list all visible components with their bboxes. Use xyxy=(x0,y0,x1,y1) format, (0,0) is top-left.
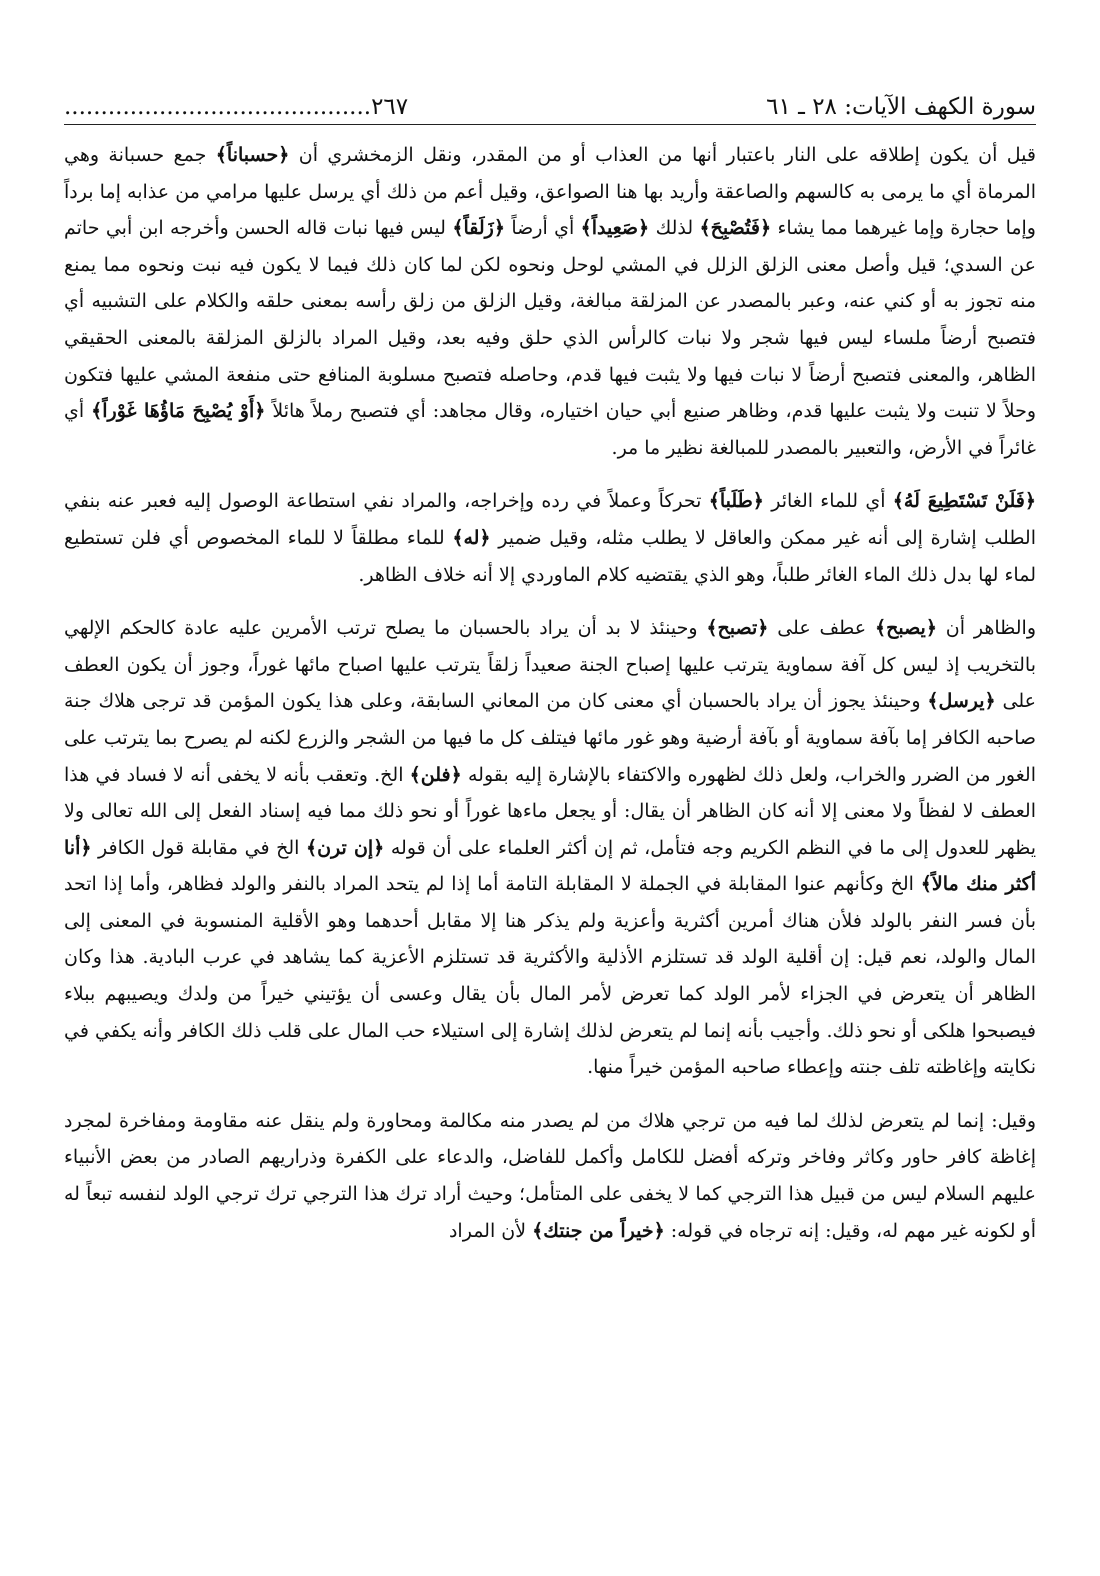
text-run: أي للماء الغائر xyxy=(763,490,893,513)
text-run: لذلك xyxy=(649,217,700,240)
quran-quote: ﴿صَعِيداً﴾ xyxy=(580,217,650,240)
text-run: أي أرضاً xyxy=(504,217,581,240)
quran-quote: ﴿يرسل﴾ xyxy=(927,690,996,713)
text-run: وحينئذ لا بد أن يراد بالحسبان ما يصلح ترتب الأمرين عليه عادة كالحكم الإلهي بالتخريب إذ ليس كل آفة سماوية يترتب عليها إصباح الجنة صعيداً زلقاً يترتب عليها اصباح مائها غوراً، وجوز أن يكون العطف على xyxy=(64,617,1036,713)
text-run: جمع حسبانة وهي المرماة أي ما يرمى به كالسهم والصاعقة وأريد بها هنا الصواعق، وقيل أعم من ذلك أي يرسل عليها مرامي من عذابه إما برداً وإما حجارة وإما غيرهما مما يشاء xyxy=(64,144,1036,240)
page-header xyxy=(64,84,1036,125)
quran-quote: ﴿فلن﴾ xyxy=(409,763,462,786)
quran-quote: ﴿زَلَقاً﴾ xyxy=(452,217,505,240)
paragraph xyxy=(64,610,1036,1086)
text-run: قيل أن يكون إطلاقه على النار باعتبار أنها من العذاب أو من المقدر، ونقل الزمخشري أن xyxy=(289,144,1036,166)
text-run: لأن المراد xyxy=(448,1219,533,1242)
quran-quote: ﴿له﴾ xyxy=(452,526,491,549)
text-run: أي غائراً في الأرض، والتعبير بالمصدر للمبالغة نظير ما مر. xyxy=(64,400,1036,459)
commentary-body xyxy=(64,137,1036,1249)
quran-quote: ﴿حسباناً﴾ xyxy=(215,144,290,166)
quran-quote: ﴿فَلَنْ تَسْتَطِيعَ لَهُ﴾ xyxy=(892,490,1036,513)
text-run: الخ وكأنهم عنوا المقابلة في الجملة لا المقابلة التامة أما إذا لم يتحد المراد بالنفر والولد فظاهر، وأما إذا اتحد بأن فسر النفر بالولد فلأن هناك أمرين أكثرية وأعزية ولم يذكر هنا إلا مقابل أحدهما وهو الأقلية المنسوبة في المعنى إلى المال والولد، نعم قيل: إن أقلية الولد قد تستلزم الأذلية والأكثرية قد تستلزم الأعزية كما يشاهد في عرب البادية. هذا وكان الظاهر أن يتعرض في الجزاء لأمر الولد كما تعرض لأمر المال بأن يقال وعسى أن يؤتيني خيراً من ولدك ويصيبهم ببلاء فيصبحوا هلكى أو نحو ذلك. وأجيب بأنه إنما لم يتعرض لذلك إشارة إلى استيلاء حب المال على قلب ذلك الكافر وأنه يكفي في نكايته وإغاظته تلف جنته وإعطاء صاحبه المؤمن خيراً منها. xyxy=(64,873,1036,1079)
quran-quote: ﴿فَتُصْبِحَ﴾ xyxy=(699,217,772,240)
text-run: للماء مطلقاً لا للماء المخصوص أي فلن تستطيع لماء لها بدل ذلك الماء الغائر طلباً، وهو الذي يقتضيه كلام الماوردي إلا أنه خلاف الظاهر. xyxy=(64,526,1036,586)
text-run: وحينئذ يجوز أن يراد بالحسبان أي معنى كان من المعاني السابقة، وعلى هذا يكون المؤمن قد ترجى هلاك جنة صاحبه الكافر إما بآفة سماوية أو بآفة أرضية وهو غور مائها فيتلف كل ما فيها من الشجر والزرع لكنه لم يصرح بما يترتب على الغور من الضرر والخراب، ولعل ذلك لظهوره والاكتفاء بالإشارة إليه بقوله xyxy=(64,690,1036,786)
surah-title: سورة الكهف الآيات: ٢٨ ـ ٦١ xyxy=(766,93,1036,120)
quran-quote: ﴿أَوْ يُصْبِحَ مَاؤُهَا غَوْراً﴾ xyxy=(91,400,266,423)
text-run: عطف على xyxy=(768,617,875,640)
quran-quote: ﴿طَلَباً﴾ xyxy=(708,490,764,513)
text-run: تحركاً وعملاً في رده وإخراجه، والمراد نفي استطاعة الوصول إليه فعبر عنه بنفي الطلب إشارة إلى أنه غير ممكن والعاقل لا يطلب مثله، وقيل ضمير xyxy=(64,490,1036,549)
paragraph xyxy=(64,483,1036,593)
text-run: والظاهر أن xyxy=(936,617,1036,640)
quran-quote: ﴿تصبح﴾ xyxy=(706,617,769,640)
page-number: ..........................................٢٦٧ xyxy=(64,93,409,120)
quran-quote: ﴿خيراً من جنتك﴾ xyxy=(532,1219,665,1242)
quran-quote: ﴿يصبح﴾ xyxy=(874,617,937,640)
text-run: ليس فيها نبات قاله الحسن وأخرجه ابن أبي حاتم عن السدي؛ قيل وأصل معنى الزلق الزلل في المشي لوحل ونحوه لكن لما كان ذلك فيما لا يكون فيه نبت ونحوه مما يمنع منه تجوز به أو كني عنه، وعبر بالمصدر عن المزلقة مبالغة، وقيل الزلق من زلق رأسه بمعنى حلقه والكلام على التشبيه أي فتصبح أرضاً ملساء ليس فيها شجر ولا نبات كالرأس الذي حلق وفيه بعد، وقيل المراد بالزلق المزلقة بالمعنى الحقيقي الظاهر، والمعنى فتصبح أرضاً لا نبات فيها ولا يثبت فيها قدم، وحاصله فتصبح مسلوبة المنافع حتى منفعة المشي عليها فتكون وحلاً لا تنبت ولا يثبت عليها قدم، وظاهر صنيع أبي حيان اختياره، وقال مجاهد: أي فتصبح رملاً هائلاً xyxy=(64,217,1037,423)
text-run: وقيل: إنما لم يتعرض لذلك لما فيه من ترجي هلاك من لم يصدر منه مكالمة ومحاورة ولم ينقل عنه مقاومة ومفاخرة لمجرد إغاظة كافر حاور وكاثر وفاخر وتركه أفضل للكامل وأكمل للفاضل، والدعاء على الكفرة وذراريهم الصادر من بعض الأنبياء عليهم السلام ليس من قبيل هذا الترجي كما لا يخفى على المتأمل؛ وحيث أراد ترك هذا الترجي ترك ترجي الولد لنفسه تبعاً له أو لكونه غير مهم له، وقيل: إنه ترجاه في قوله: xyxy=(64,1109,1036,1242)
quran-quote: ﴿إن ترن﴾ xyxy=(305,836,385,859)
quran-quote: ﴿أنا أكثر منك مالاً﴾ xyxy=(64,836,1036,896)
text-run: الخ. وتعقب بأنه لا يخفى أنه لا فساد في هذا العطف لا لفظاً ولا معنى إلا أنه كان الظاهر أن يقال: أو يجعل ماءها غوراً أو نحو ذلك مما فيه إسناد الفعل إلى الله تعالى ولا يظهر للعدول إلى ما في النظم الكريم وجه فتأمل، ثم إن أكثر العلماء على أن قوله xyxy=(64,763,1037,859)
paragraph xyxy=(64,137,1036,466)
text-run: الخ في مقابلة قول الكافر xyxy=(91,836,306,859)
document-page xyxy=(64,84,1036,1266)
paragraph xyxy=(64,1103,1036,1249)
